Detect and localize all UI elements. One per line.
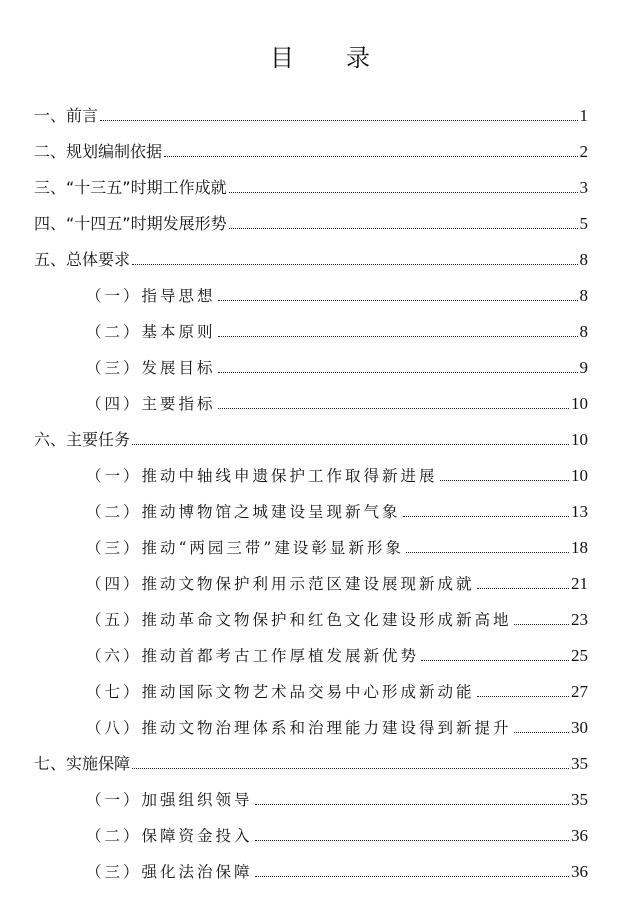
toc-entry-label: 一、前言 (34, 106, 99, 125)
toc-entry-label: 五、总体要求 (34, 250, 131, 269)
toc-entry[interactable] (0, 136, 588, 162)
toc-entry-label: （三）发展目标 (86, 359, 216, 377)
toc-subentry[interactable] (0, 316, 588, 342)
dot-leader (403, 516, 569, 517)
toc-entry-page: 8 (579, 322, 588, 341)
toc-entry-page: 36 (571, 862, 588, 881)
toc-entry-page: 8 (579, 250, 588, 269)
toc-entry-page: 10 (571, 466, 588, 485)
toc-entry-label: （二）基本原则 (86, 323, 216, 341)
toc-entry-label: （一）推动中轴线申遗保护工作取得新进展 (86, 467, 438, 485)
dot-leader (218, 372, 578, 373)
toc-entry-page: 18 (571, 538, 588, 557)
dot-leader (255, 840, 569, 841)
toc-entry[interactable] (0, 100, 588, 126)
toc-entry-page: 36 (571, 826, 588, 845)
toc-subentry[interactable] (0, 352, 588, 378)
dot-leader (255, 804, 569, 805)
toc-entry-page: 5 (579, 214, 588, 233)
dot-leader (477, 696, 569, 697)
toc-entry-page: 10 (571, 394, 588, 413)
toc-entry-label: （三）推动“两园三带”建设彰显新形象 (86, 539, 404, 557)
toc-entry-label: （一）指导思想 (86, 287, 216, 305)
toc-entry-page: 35 (571, 790, 588, 809)
toc-subentry[interactable] (0, 676, 588, 702)
toc-entry-label: 三、“十三五”时期工作成就 (34, 178, 227, 197)
dot-leader (218, 336, 578, 337)
toc-entry[interactable] (0, 424, 588, 450)
toc-entry-page: 27 (571, 682, 588, 701)
toc-entry-label: 四、“十四五”时期发展形势 (34, 214, 227, 233)
toc-entry-page: 35 (571, 754, 588, 773)
dot-leader (477, 588, 569, 589)
toc-entry-label: （二）推动博物馆之城建设呈现新气象 (86, 503, 401, 521)
toc-entry[interactable] (0, 748, 588, 774)
dot-leader (514, 732, 569, 733)
toc-subentry[interactable] (0, 280, 588, 306)
dot-leader (421, 660, 569, 661)
toc-entry-page: 10 (571, 430, 588, 449)
toc-entry-page: 13 (571, 502, 588, 521)
toc-entry-page: 21 (571, 574, 588, 593)
dot-leader (229, 228, 578, 229)
toc-subentry[interactable] (0, 712, 588, 738)
page-title (0, 38, 640, 73)
toc-entry-label: （五）推动革命文物保护和红色文化建设形成新高地 (86, 611, 512, 629)
title-char-1: 目 (270, 44, 294, 72)
dot-leader (132, 444, 569, 445)
toc-entry-page: 3 (579, 178, 588, 197)
toc-entry[interactable] (0, 208, 588, 234)
toc-entry-label: 六、主要任务 (34, 430, 131, 449)
toc-subentry[interactable] (0, 856, 588, 882)
toc-subentry[interactable] (0, 460, 588, 486)
toc-subentry[interactable] (0, 784, 588, 810)
toc-entry-label: （一）加强组织领导 (86, 791, 253, 809)
toc-entry-label: （六）推动首都考古工作厚植发展新优势 (86, 647, 420, 665)
toc-entry-label: 七、实施保障 (34, 754, 131, 773)
toc-entry[interactable] (0, 172, 588, 198)
toc-subentry[interactable] (0, 604, 588, 630)
toc-subentry[interactable] (0, 532, 588, 558)
toc-entry-label: （三）强化法治保障 (86, 863, 253, 881)
toc-entry-label: （四）推动文物保护利用示范区建设展现新成就 (86, 575, 475, 593)
dot-leader (218, 300, 578, 301)
toc-entry-label: 二、规划编制依据 (34, 142, 163, 161)
toc-entry-page: 30 (571, 718, 588, 737)
title-char-2: 录 (346, 44, 370, 72)
toc-subentry[interactable] (0, 640, 588, 666)
dot-leader (132, 768, 569, 769)
dot-leader (132, 264, 577, 265)
toc-subentry[interactable] (0, 496, 588, 522)
dot-leader (406, 552, 569, 553)
dot-leader (164, 156, 577, 157)
dot-leader (440, 480, 569, 481)
toc-entry-label: （二）保障资金投入 (86, 827, 253, 845)
toc-subentry[interactable] (0, 388, 588, 414)
toc-entry-page: 1 (579, 106, 588, 125)
toc-entry-label: （八）推动文物治理体系和治理能力建设得到新提升 (86, 719, 512, 737)
toc-entry-page: 25 (571, 646, 588, 665)
toc-entry-page: 2 (579, 142, 588, 161)
toc-entry[interactable] (0, 244, 588, 270)
toc-entry-page: 23 (571, 610, 588, 629)
dot-leader (218, 408, 569, 409)
dot-leader (255, 876, 569, 877)
toc-entry-page: 8 (579, 286, 588, 305)
toc-subentry[interactable] (0, 820, 588, 846)
toc-entry-page: 9 (579, 358, 588, 377)
dot-leader (514, 624, 569, 625)
toc-entry-label: （七）推动国际文物艺术品交易中心形成新动能 (86, 683, 475, 701)
dot-leader (229, 192, 578, 193)
dot-leader (100, 120, 577, 121)
toc-subentry[interactable] (0, 568, 588, 594)
toc-entry-label: （四）主要指标 (86, 395, 216, 413)
